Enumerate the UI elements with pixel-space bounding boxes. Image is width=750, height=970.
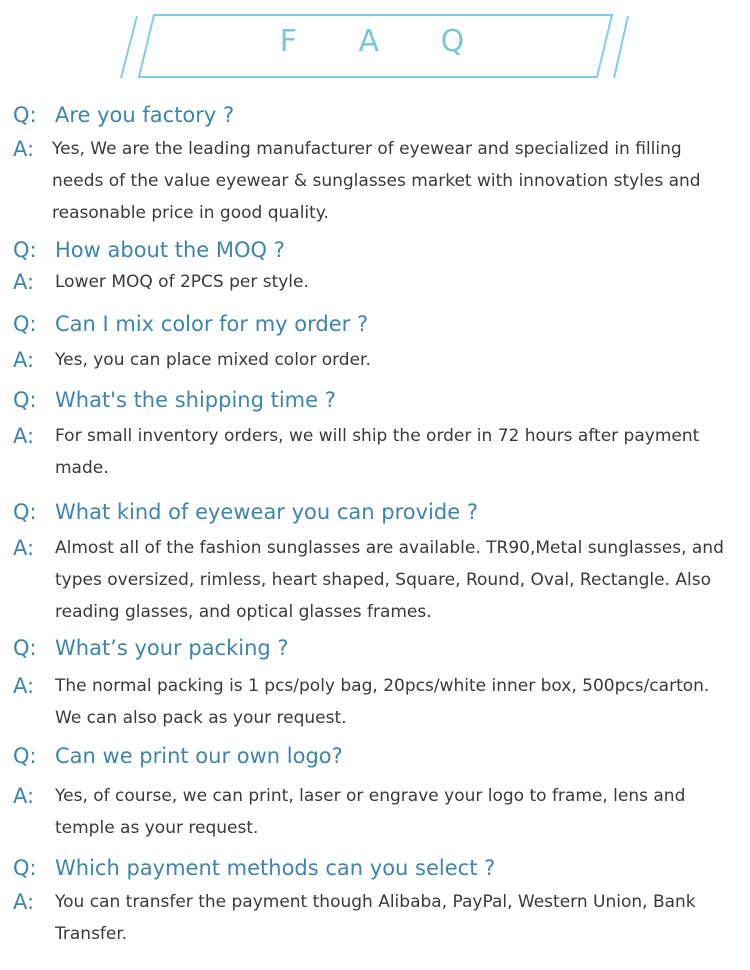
question-text: Which payment methods can you select ?: [55, 856, 496, 880]
question-text: What's the shipping time ?: [55, 388, 336, 412]
question-marker: Q:: [13, 636, 37, 660]
question-text: Are you factory ?: [55, 103, 235, 127]
faq-answer: [13, 886, 738, 950]
question-text: What kind of eyewear you can provide ?: [55, 500, 478, 524]
faq-question: [13, 854, 738, 882]
faq-question: [13, 498, 738, 526]
faq-question: [13, 742, 738, 770]
faq-answer: [13, 532, 738, 628]
faq-question: [13, 101, 738, 129]
faq-answer: [13, 133, 738, 229]
question-marker: Q:: [13, 312, 37, 336]
question-marker: Q:: [13, 856, 37, 880]
faq-question: [13, 310, 738, 338]
question-marker: Q:: [13, 388, 37, 412]
answer-text: Almost all of the fashion sunglasses are available. TR90,Metal sunglasses, and types oversized, rimless, heart shaped, Square, Round, Oval, Rectangle. Also reading glasses, and optical glasses frames.: [55, 538, 724, 622]
answer-marker: A:: [13, 536, 35, 560]
faq-item: [13, 101, 738, 229]
faq-item: [13, 236, 738, 298]
faq-answer: [13, 344, 738, 376]
answer-marker: A:: [13, 137, 35, 161]
answer-marker: A:: [13, 348, 35, 372]
answer-text: Yes, you can place mixed color order.: [55, 350, 371, 370]
faq-answer: [13, 420, 738, 484]
faq-answer: [13, 670, 738, 734]
answer-marker: A:: [13, 424, 35, 448]
question-marker: Q:: [13, 500, 37, 524]
faq-item: [13, 498, 738, 628]
page-title: F A Q: [279, 24, 491, 59]
answer-text: Lower MOQ of 2PCS per style.: [55, 272, 309, 292]
faq-item: [13, 634, 738, 734]
answer-marker: A:: [13, 674, 35, 698]
question-text: What’s your packing ?: [55, 636, 289, 660]
question-marker: Q:: [13, 238, 37, 262]
answer-text: The normal packing is 1 pcs/poly bag, 20pcs/white inner box, 500pcs/carton. We can also pack as your request.: [55, 676, 710, 728]
faq-answer: [13, 266, 738, 298]
answer-text: Yes, of course, we can print, laser or engrave your logo to frame, lens and temple as your request.: [55, 786, 686, 838]
faq-answer: [13, 780, 738, 844]
question-marker: Q:: [13, 103, 37, 127]
question-text: How about the MOQ ?: [55, 238, 285, 262]
answer-text: For small inventory orders, we will ship the order in 72 hours after payment made.: [55, 426, 700, 478]
faq-item: [13, 386, 738, 484]
faq-banner: [0, 0, 750, 90]
question-text: Can I mix color for my order ?: [55, 312, 369, 336]
question-marker: Q:: [13, 744, 37, 768]
answer-marker: A:: [13, 784, 35, 808]
faq-question: [13, 634, 738, 662]
answer-text: Yes, We are the leading manufacturer of eyewear and specialized in filling needs of the value eyewear & sunglasses market with innovation styles and reasonable price in good quality.: [52, 139, 701, 223]
faq-question: [13, 386, 738, 414]
answer-marker: A:: [13, 890, 35, 914]
faq-item: [13, 742, 738, 844]
faq-question: [13, 236, 738, 264]
faq-item: [13, 310, 738, 376]
answer-marker: A:: [13, 270, 35, 294]
question-text: Can we print our own logo?: [55, 744, 343, 768]
faq-item: [13, 854, 738, 950]
answer-text: You can transfer the payment though Alibaba, PayPal, Western Union, Bank Transfer.: [55, 892, 696, 944]
